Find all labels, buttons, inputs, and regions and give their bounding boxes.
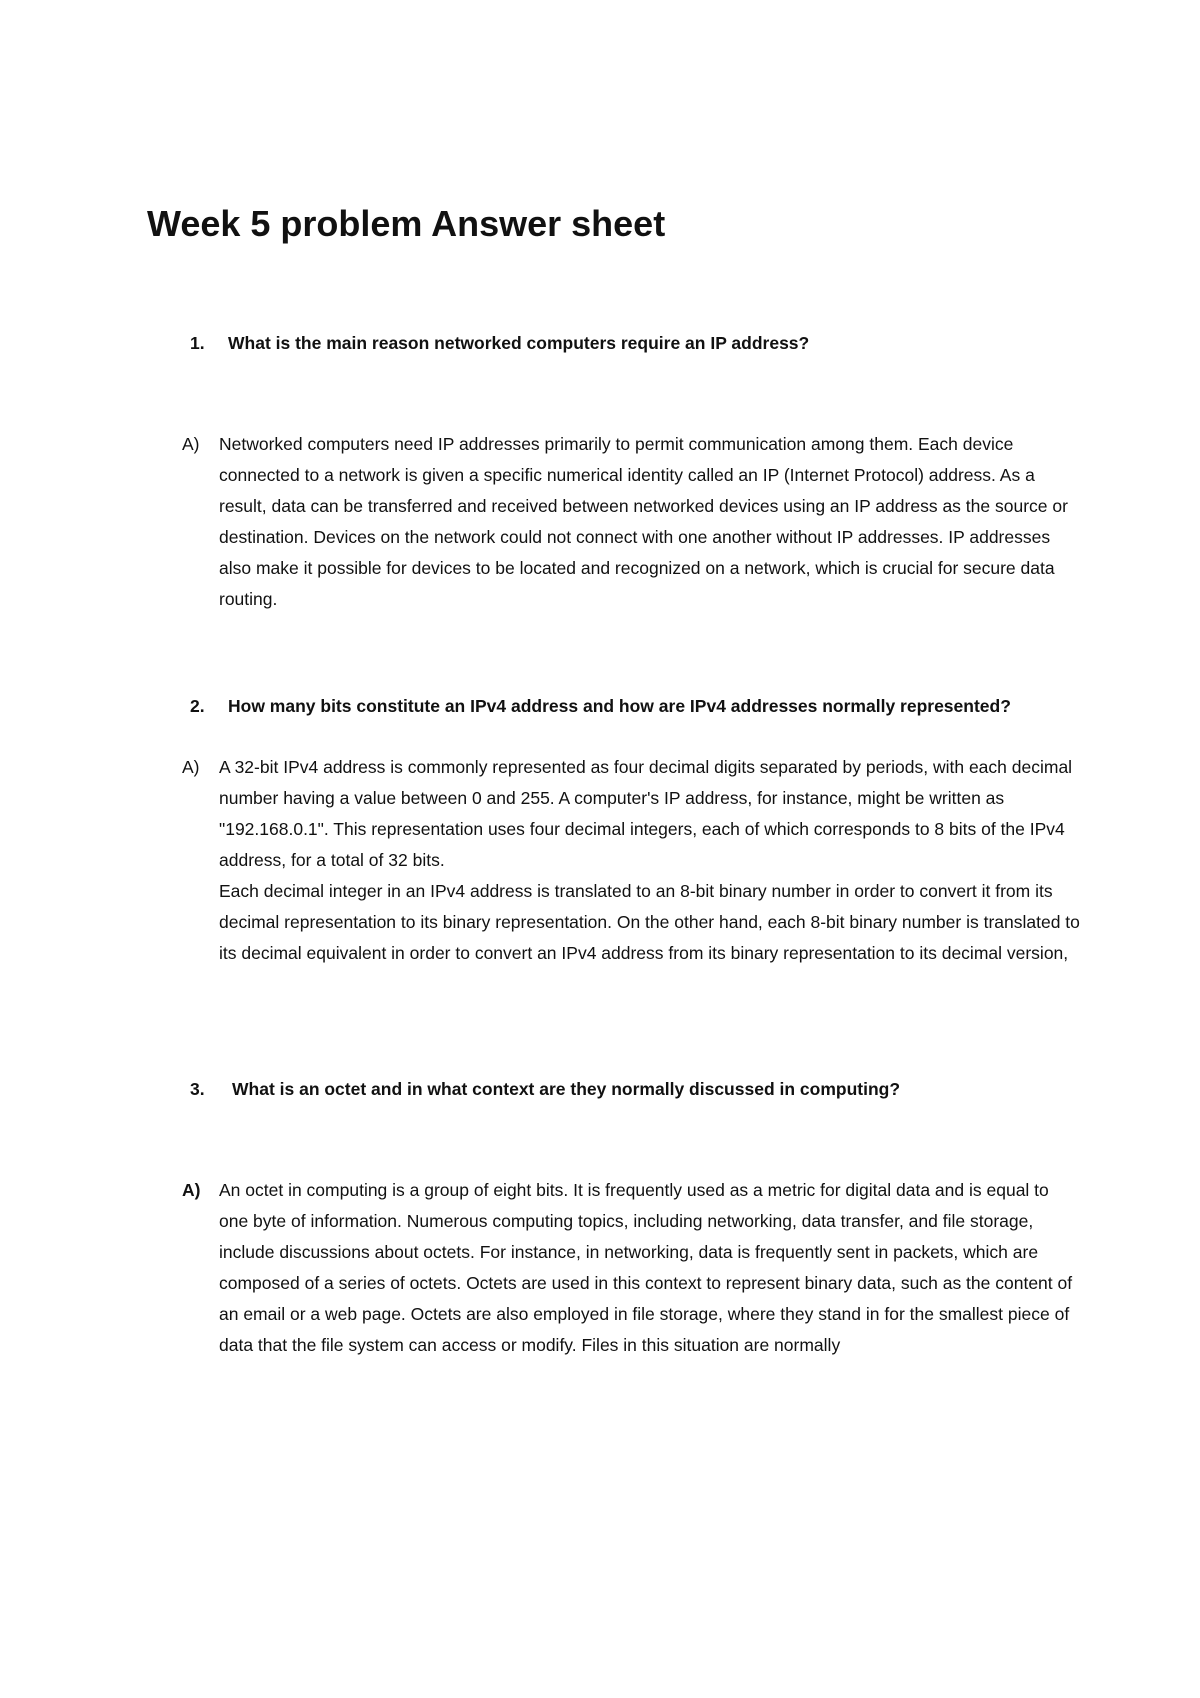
answer-body [219,1175,1082,1361]
answer-paragraph: A 32-bit IPv4 address is commonly represented as four decimal digits separated by periods, with each decimal number having a value between 0 and 255. A computer's IP address, for instance, might be written as "192.168.0.1". This representation uses four decimal integers, each of which corresponds to 8 bits of the IPv4 address, for a total of 32 bits. [219,757,1073,870]
document-title: Week 5 problem Answer sheet [147,203,666,244]
answer-body [219,752,1082,969]
answer-paragraph: Networked computers need IP addresses primarily to permit communication among them. Each device connected to a network is given a specific numerical identity called an IP (Internet Protocol) address. As a result, data can be transferred and received between networked devices using an IP address as the source or destination. Devices on the network could not connect with one another without IP addresses. IP addresses also make it possible for devices to be located and recognized on a network, which is crucial for secure data routing. [219,434,1068,609]
answer-paragraph: An octet in computing is a group of eight bits. It is frequently used as a metric for digital data and is equal to one byte of information. Numerous computing topics, including networking, data transfer, and file storage, include discussions about octets. For instance, in networking, data is frequently sent in packets, which are composed of a series of octets. Octets are used in this context to represent binary data, such as the content of an email or a web page. Octets are also employed in file storage, where they stand in for the smallest piece of data that the file system can access or modify. Files in this situation are normally [219,1180,1073,1355]
answer-label: A) [182,434,200,454]
answer-3 [182,1175,1082,1361]
answer-1 [182,429,1082,615]
question-1 [190,331,809,355]
question-text: What is the main reason networked computers require an IP address? [228,333,810,353]
question-3 [190,1077,900,1101]
answer-paragraph: Each decimal integer in an IPv4 address is translated to an 8-bit binary number in order to convert it from its decimal representation to its binary representation. On the other hand, each 8-bit binary number is translated to its decimal equivalent in order to convert an IPv4 address from its binary representation to its decimal version, [219,881,1080,963]
question-number: 1. [190,333,205,353]
answer-2 [182,752,1082,969]
answer-body [219,429,1082,615]
answer-label: A) [182,757,200,777]
question-number: 3. [190,1079,205,1099]
question-number: 2. [190,696,205,716]
question-text: What is an octet and in what context are they normally discussed in computing? [232,1079,901,1099]
answer-label: A) [182,1180,201,1200]
question-2 [190,694,1011,718]
question-text: How many bits constitute an IPv4 address and how are IPv4 addresses normally represented? [228,696,1011,716]
